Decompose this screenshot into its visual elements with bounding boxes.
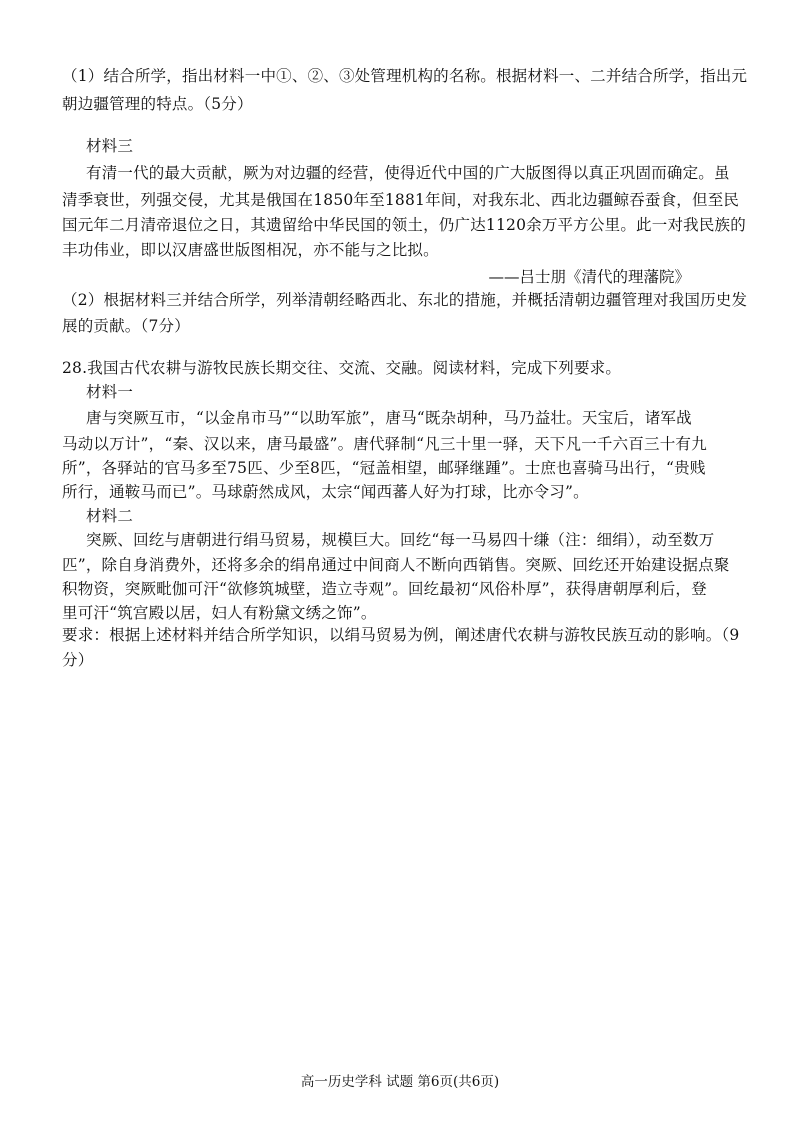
- q28-material1-line: 所”，各驿站的官马多至75匹、少至8匹，“冠盖相望，邮驿继踵”。士庶也喜骑马出行，“贵贱: [62, 459, 706, 477]
- material3-source: ——吕士朋《清代的理藩院》: [488, 268, 690, 286]
- q28-material2-line: 匹”，除自身消费外，还将多余的绢帛通过中间商人不断向西销售。突厥、回纥还开始建设据点聚: [62, 556, 730, 574]
- q28-material2-line: 积物资，突厥毗伽可汗“欲修筑城壁，造立寺观”。回纥最初“风俗朴厚”，获得唐朝厚利后，登: [62, 580, 707, 598]
- q28-material1-line: 所行，通鞍马而已”。马球蔚然成风，太宗“闻西蕃人好为打球，比亦令习”。: [62, 483, 589, 501]
- material3-line: 有清一代的最大贡献，厥为对边疆的经营，使得近代中国的广大版图得以真正巩固而确定。虽: [86, 164, 730, 182]
- q28-requirement-line2: 分）: [62, 651, 94, 669]
- material3-title: 材料三: [86, 137, 134, 155]
- q28-stem: 28.我国古代农耕与游牧民族长期交往、交流、交融。阅读材料，完成下列要求。: [62, 359, 622, 377]
- q28-material2-line: 突厥、回纥与唐朝进行绢马贸易，规模巨大。回纥“每一马易四十缣（注：细绢），动至数万: [86, 531, 715, 549]
- q28-material1-line: 马动以万计”，“秦、汉以来，唐马最盛”。唐代驿制“凡三十里一驿，天下凡一千六百三十有九: [62, 435, 707, 453]
- material3-line: 国元年二月清帝退位之日，其遗留给中华民国的领土，仍广达1120余万平方公里。此一对我民族的: [62, 216, 746, 234]
- page-footer: 高一历史学科 试题 第6页(共6页): [300, 1074, 500, 1090]
- material3-line: 清季衰世，列强交侵，尤其是俄国在1850年至1881年间，对我东北、西北边疆鲸吞蚕食，但至民: [62, 191, 740, 209]
- q27-part1-line2: 朝边疆管理的特点。（5分）: [62, 95, 253, 113]
- q28-material1-title: 材料一: [86, 383, 134, 401]
- q27-part1-line1: （1）结合所学，指出材料一中①、②、③处管理机构的名称。根据材料一、二并结合所学，指出元: [62, 67, 748, 85]
- material3-line: 丰功伟业，即以汉唐盛世版图相况，亦不能与之比拟。: [62, 241, 439, 259]
- q28-material2-title: 材料二: [86, 507, 134, 525]
- q27-part2-line2: 展的贡献。（7分）: [62, 317, 190, 335]
- q28-requirement-line1: 要求：根据上述材料并结合所学知识，以绢马贸易为例，阐述唐代农耕与游牧民族互动的影响。（9: [62, 626, 740, 644]
- q27-part2-line1: （2）根据材料三并结合所学，列举清朝经略西北、东北的措施，并概括清朝边疆管理对我国历史发: [62, 291, 748, 309]
- q28-material2-line: 里可汗“筑宫殿以居，妇人有粉黛文绣之饰”。: [62, 604, 377, 622]
- q28-material1-line: 唐与突厥互市，“以金帛市马”“以助军旅”，唐马“既杂胡种，马乃益壮。天宝后，诸军战: [86, 409, 692, 427]
